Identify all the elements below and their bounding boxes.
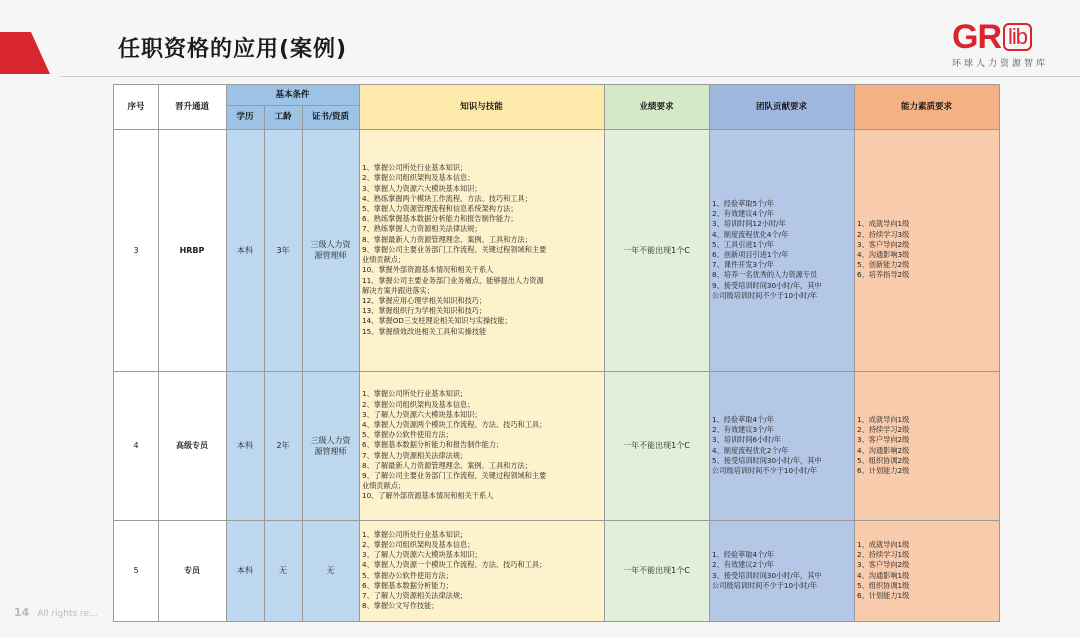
list-item: 4、掌握人力资源一个模块工作流程、方法、技巧和工具； [362, 560, 547, 570]
list-item: 14、掌握OD三支柱理论相关知识与实操技能； [362, 316, 512, 326]
header-seq: 序号 [127, 101, 145, 112]
row-ability-list [854, 520, 999, 621]
list-item: 7、掌握人力资源相关法律法规； [362, 450, 468, 460]
list-item: 公司级培训时间不少于10小时/年 [712, 465, 818, 475]
list-item: 2、掌握公司组织架构及基本信息； [362, 173, 475, 183]
header-team-contribution: 团队贡献要求 [755, 101, 807, 112]
row-path: 专员 [184, 566, 200, 575]
list-item: 3、了解人力资源六大模块基本知识； [362, 409, 482, 419]
row-education: 本科 [237, 245, 253, 255]
list-item: 2、有效建议3个/年 [712, 425, 774, 435]
qualification-table [113, 84, 1000, 622]
list-item: 2、掌握公司组织架构及基本信息； [362, 399, 475, 409]
row-performance: 一年不能出现1个C [623, 566, 690, 575]
list-item: 5、掌握办公软件使用方法； [362, 570, 453, 580]
list-item: 3、接受培训时间30小时/年，其中 [712, 570, 822, 580]
header-certificate: 证书/资质 [311, 111, 350, 122]
list-item: 9、掌握公司主要业务部门工作流程、关键过程领域和主要 [362, 244, 547, 254]
list-item: 3、培训时间12小时/年 [712, 219, 786, 229]
page-footer [14, 606, 98, 619]
list-item: 11、掌握公司主要业务部门业务痛点，能够提出人力资源 [362, 275, 544, 285]
list-item: 2、有效建议2个/年 [712, 560, 774, 570]
list-item: 7、课件开发3个/年 [712, 260, 774, 270]
logo-wordmark: GR lib [952, 20, 1072, 54]
list-item: 5、创新能力2级 [857, 260, 910, 270]
row-path: 高级专员 [176, 441, 208, 450]
row-seq: 3 [133, 245, 139, 255]
list-item: 1、掌握公司所处行业基本知识； [362, 163, 468, 173]
row-team-list [709, 129, 854, 371]
list-item: 4、沟通影响3级 [857, 250, 910, 259]
row-ability-list [854, 371, 999, 520]
list-item: 2、持续学习2级 [857, 425, 910, 435]
list-item: 6、计划能力1级 [857, 590, 910, 600]
list-item: 6、计划能力2级 [857, 465, 910, 475]
list-item: 1、成就导向1级 [857, 414, 910, 424]
row-path: HRBP [179, 245, 205, 255]
list-item: 5、接受培训时间30小时/年，其中 [712, 455, 822, 465]
list-item: 12、掌握应用心理学相关知识和技巧； [362, 295, 487, 305]
list-item: 5、工具引进1个/年 [712, 239, 774, 249]
list-item: 5、组织协调1级 [857, 580, 910, 590]
row-seq: 4 [133, 441, 139, 450]
list-item: 6、创新项目引进1个/年 [712, 250, 789, 259]
list-item: 2、持续学习1级 [857, 550, 910, 560]
list-item: 8、掌握公文写作技能； [362, 601, 439, 611]
list-item: 业绩贡献点； [362, 481, 406, 491]
accent-bar-shape [0, 32, 50, 74]
list-item: 1、掌握公司所处行业基本知识； [362, 529, 468, 539]
list-item: 1、掌握公司所处行业基本知识； [362, 389, 468, 399]
list-item: 6、熟练掌握基本数据分析能力和报告制作能力； [362, 214, 518, 224]
list-item: 业绩贡献点； [362, 255, 406, 265]
list-item: 4、沟通影响2级 [857, 445, 910, 455]
list-item: 4、制度流程优化4个/年 [712, 229, 789, 239]
row-years: 2年 [276, 441, 290, 450]
list-item: 公司级培训时间不少于10小时/年 [712, 580, 818, 590]
list-item: 6、掌握基本数据分析能力； [362, 580, 453, 590]
logo-subtitle: 环球人力资源智库 [952, 59, 1049, 69]
list-item: 8、掌握最新人力资源管理理念、案例、工具和方法； [362, 234, 532, 244]
list-item: 9、接受培训时间30小时/年，其中 [712, 280, 822, 290]
list-item: 4、沟通影响1级 [857, 570, 910, 580]
list-item: 3、掌握人力资源六大模块基本知识； [362, 183, 482, 193]
header-knowledge: 知识与技能 [460, 101, 503, 112]
header-performance: 业绩要求 [639, 101, 674, 112]
list-item: 7、熟练掌握人力资源相关法律法规； [362, 224, 482, 234]
list-item: 6、培养指导2级 [857, 270, 910, 280]
row-education: 本科 [237, 566, 253, 575]
list-item: 6、掌握基本数据分析能力和报告制作能力； [362, 440, 504, 450]
list-item: 2、掌握公司组织架构及基本信息； [362, 539, 475, 549]
header-basic-conditions: 基本条件 [275, 89, 310, 100]
list-item: 1、成就导向1级 [857, 539, 910, 549]
list-item: 10、了解外部资源基本情况和相关干系人 [362, 491, 494, 501]
list-item: 4、制度流程优化2个/年 [712, 445, 789, 455]
header-education: 学历 [236, 111, 254, 122]
list-item: 8、了解最新人力资源管理理念、案例、工具和方法； [362, 460, 532, 470]
list-item: 解决方案并跟进落实； [362, 285, 434, 295]
list-item: 4、掌握人力资源两个模块工作流程、方法、技巧和工具； [362, 419, 547, 429]
page-title: 任职资格的应用(案例) [118, 37, 348, 62]
list-item: 4、熟练掌握两个模块工作流程、方法、技巧和工具； [362, 193, 532, 203]
list-item: 1、经验萃取4个/年 [712, 550, 774, 560]
list-item: 3、培训时间6小时/年 [712, 435, 782, 445]
row-performance: 一年不能出现1个C [623, 245, 690, 255]
row-seq: 5 [133, 566, 139, 575]
list-item: 公司级培训时间不少于10小时/年 [712, 290, 818, 300]
list-item: 5、掌握办公软件使用方法； [362, 430, 453, 440]
list-item: 9、了解公司主要业务部门工作流程、关键过程领域和主要 [362, 471, 547, 480]
header-years: 工龄 [274, 111, 292, 122]
list-item: 3、了解人力资源六大模块基本知识； [362, 550, 482, 560]
row-knowledge-list [359, 129, 604, 371]
list-item: 3、客户导向2级 [857, 435, 910, 445]
brand-logo [952, 20, 1072, 72]
list-item: 8、培养一名优秀的人力资源专员 [712, 270, 818, 280]
list-item: 1、成就导向1级 [857, 219, 910, 229]
row-years: 3年 [276, 245, 290, 255]
row-team-list [709, 520, 854, 621]
list-item: 3、客户导向2级 [857, 239, 910, 249]
row-ability-list [854, 129, 999, 371]
header-path: 晋升通道 [174, 101, 209, 112]
page-number: 14 [14, 606, 30, 619]
list-item: 5、掌握人力资源管理流程和信息系统架构方法； [362, 204, 518, 214]
row-certificate: 三级人力资源管理师 [310, 240, 351, 260]
header-ability: 能力素质要求 [900, 101, 952, 112]
row-knowledge-list [359, 371, 604, 520]
list-item: 1、经验萃取5个/年 [712, 198, 774, 208]
row-performance: 一年不能出现1个C [623, 441, 690, 450]
list-item: 7、了解人力资源相关法律法规； [362, 590, 468, 600]
list-item: 3、客户导向2级 [857, 560, 910, 570]
row-certificate: 无 [326, 566, 335, 575]
row-team-list [709, 371, 854, 520]
row-knowledge-list [359, 520, 604, 621]
list-item: 10、掌握外部资源基本情况和相关干系人 [362, 265, 494, 275]
list-item: 15、掌握绩效改进相关工具和实操技能 [362, 326, 487, 336]
list-item: 2、持续学习3级 [857, 229, 910, 239]
row-years: 无 [279, 566, 287, 575]
title-divider [60, 76, 1080, 77]
row-education: 本科 [237, 441, 253, 450]
footer-text: All rights re... [37, 609, 98, 619]
list-item: 13、掌握组织行为学相关知识和技巧； [362, 306, 487, 316]
row-certificate: 三级人力资源管理师 [310, 435, 351, 456]
list-item: 2、有效建议4个/年 [712, 209, 774, 219]
list-item: 1、经验萃取4个/年 [712, 414, 774, 424]
list-item: 5、组织协调2级 [857, 455, 910, 465]
